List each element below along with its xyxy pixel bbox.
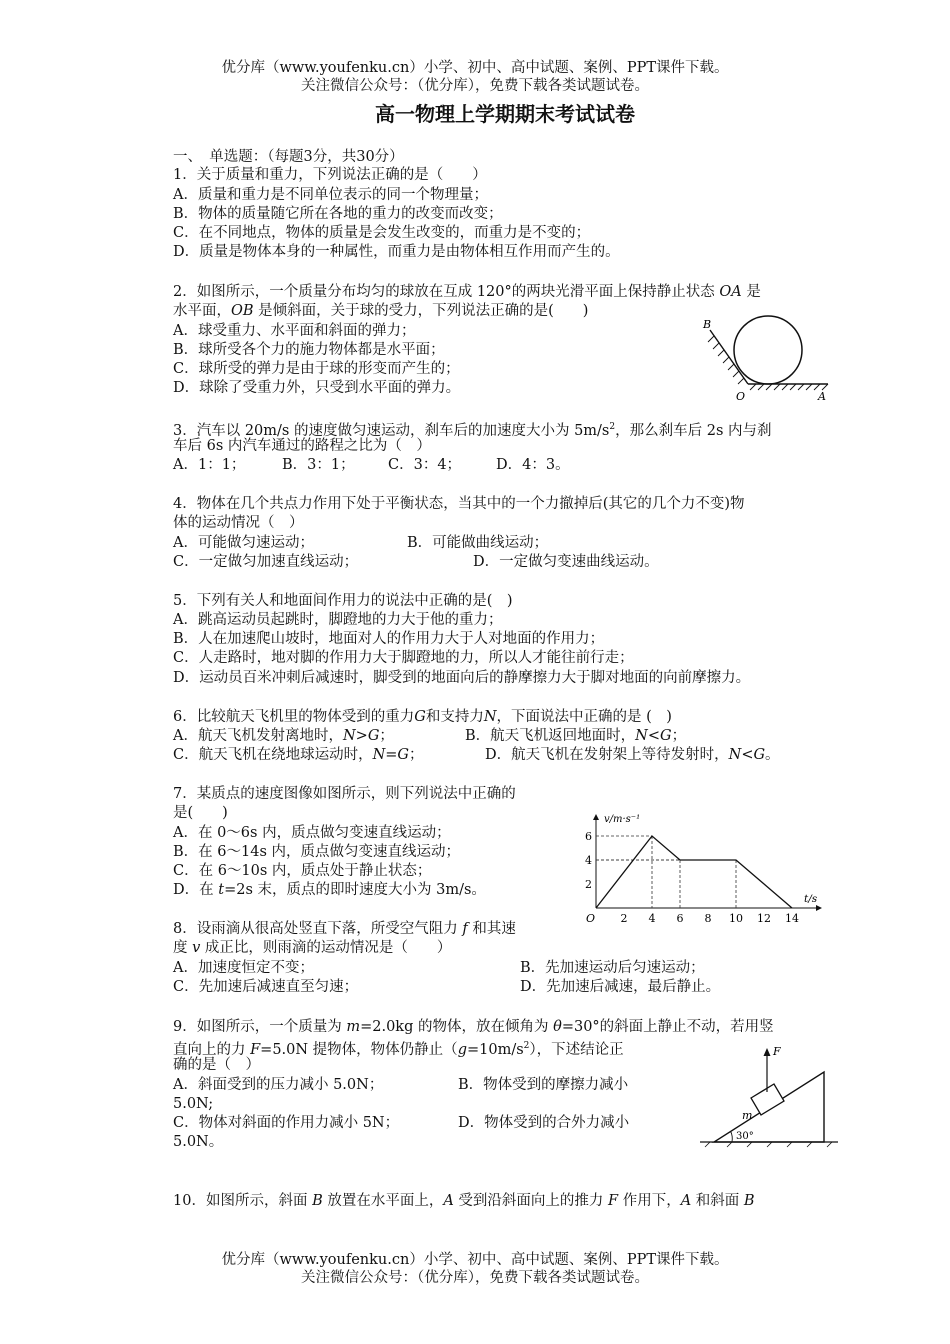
q3-option-d: D．4：3。 bbox=[496, 457, 570, 473]
figure-label-o: O bbox=[736, 390, 746, 403]
q10-stem-line-1: 10．如图所示，斜面 B 放置在水平面上，A 受到沿斜面向上的推力 F 作用下，A 和斜面 B bbox=[173, 1193, 755, 1209]
q6-option-b: B．航天飞机返回地面时，N<G； bbox=[465, 728, 687, 744]
q4-option-c: C．一定做匀加速直线运动； bbox=[173, 554, 359, 570]
section-heading: 一、 单选题：（每题3分，共30分） bbox=[173, 149, 404, 165]
q1-option-a: A．质量和重力是不同单位表示的同一个物理量； bbox=[173, 187, 488, 203]
q2-stem-line-1: 2．如图所示，一个质量分布均匀的球放在互成 120°的两块光滑平面上保持静止状态 OA 是 bbox=[173, 284, 761, 300]
q8-option-a: A．加速度恒定不变； bbox=[173, 960, 314, 976]
q3-stem-line-2: 车后 6s 内汽车通过的路程之比为（ ） bbox=[173, 438, 431, 454]
header-line-2: 关注微信公众号：（优分库），免费下载各类试题试卷。 bbox=[301, 78, 649, 94]
q5-option-b: B．人在加速爬山坡时，地面对人的作用力大于人对地面的作用力； bbox=[173, 631, 605, 647]
q9-option-c: C．物体对斜面的作用力减小 5N； bbox=[173, 1115, 400, 1131]
velocity-series-line bbox=[596, 836, 792, 908]
q9-option-d-continued: 5.0N。 bbox=[173, 1134, 224, 1150]
page-title: 高一物理上学期期末考试试卷 bbox=[375, 102, 635, 126]
x-tick-label: 2 bbox=[620, 912, 628, 925]
q3-option-c: C．3：4； bbox=[388, 457, 462, 473]
origin-label: O bbox=[586, 912, 596, 925]
q8-stem-line-2: 度 v 成正比，则雨滴的运动情况是（ ） bbox=[173, 940, 452, 956]
q6-option-c: C．航天飞机在绕地球运动时，N=G； bbox=[173, 747, 424, 763]
q3-stem-line-1: 3．汽车以 20m/s 的速度做匀速运动，刹车后的加速度大小为 $5m/s^2$，那么刹车后 2s 内与刹 bbox=[173, 422, 772, 439]
q5-option-a: A．跳高运动员起跳时，脚蹬地的力大于他的重力； bbox=[173, 612, 503, 628]
q2-option-a: A．球受重力、水平面和斜面的弹力； bbox=[173, 323, 416, 339]
q4-option-a: A．可能做匀速运动； bbox=[173, 535, 314, 551]
q2-option-b: B．球所受各个力的施力物体都是水平面； bbox=[173, 342, 445, 358]
q9-stem-line-3: 确的是（ ） bbox=[173, 1057, 260, 1073]
footer-line-2: 关注微信公众号：（优分库），免费下载各类试题试卷。 bbox=[301, 1270, 649, 1286]
q9-option-b: B．物体受到的摩擦力减小 bbox=[458, 1077, 629, 1093]
q8-option-c: C．先加速后减速直至匀速； bbox=[173, 979, 359, 995]
q9-option-a: A．斜面受到的压力减小 5.0N； bbox=[173, 1077, 384, 1093]
q3-option-a: A．1：1； bbox=[173, 457, 246, 473]
figure-label-b: B bbox=[703, 318, 712, 331]
q4-option-b: B．可能做曲线运动； bbox=[407, 535, 549, 551]
q7-option-c: C．在 6～10s 内，质点处于静止状态； bbox=[173, 863, 432, 879]
q4-stem-line-2: 体的运动情况（ ） bbox=[173, 515, 304, 531]
y-tick-label: 6 bbox=[585, 830, 592, 843]
q9-option-d: D．物体受到的合外力减小 bbox=[458, 1115, 630, 1131]
q2-stem-line-2: 水平面，OB 是倾斜面，关于球的受力，下列说法正确的是( ) bbox=[173, 303, 589, 319]
velocity-time-chart bbox=[584, 790, 824, 928]
q2-option-c: C．球所受的弹力是由于球的形变而产生的； bbox=[173, 361, 460, 377]
header-line-1: 优分库（www.youfenku.cn）小学、初中、高中试题、案例、PPT课件下载。 bbox=[221, 60, 729, 76]
q7-option-a: A．在 0～6s 内，质点做匀变速直线运动； bbox=[173, 825, 451, 841]
q9-stem-line-1: 9．如图所示，一个质量为 m=2.0kg 的物体，放在倾角为 θ=30°的斜面上静止不动，若用竖 bbox=[173, 1019, 774, 1035]
force-label-f: F bbox=[773, 1045, 781, 1058]
q6-option-d: D．航天飞机在发射架上等待发射时，N<G。 bbox=[485, 747, 780, 763]
footer-line-1: 优分库（www.youfenku.cn）小学、初中、高中试题、案例、PPT课件下载。 bbox=[221, 1252, 729, 1268]
x-axis-label: t/s bbox=[804, 893, 818, 905]
q8-option-d: D．先加速后减速，最后静止。 bbox=[520, 979, 721, 995]
q7-stem-line-1: 7．某质点的速度图像如图所示，则下列说法中正确的 bbox=[173, 786, 516, 802]
y-tick-label: 4 bbox=[585, 854, 592, 867]
angle-label: 30° bbox=[736, 1131, 754, 1142]
q4-option-d: D．一定做匀变速曲线运动。 bbox=[473, 554, 659, 570]
q8-stem-line-1: 8．设雨滴从很高处竖直下落，所受空气阻力 f 和其速 bbox=[173, 921, 516, 937]
q9-option-b-continued: 5.0N; bbox=[173, 1096, 214, 1112]
q7-option-b: B．在 6～14s 内，质点做匀变速直线运动； bbox=[173, 844, 460, 860]
x-tick-label: 4 bbox=[648, 912, 656, 925]
q6-stem: 6．比较航天飞机里的物体受到的重力G和支持力N，下面说法中正确的是 ( ) bbox=[173, 709, 672, 725]
x-tick-label: 8 bbox=[704, 912, 712, 925]
x-tick-label: 12 bbox=[757, 912, 771, 925]
y-axis-label: v/m·s⁻¹ bbox=[604, 814, 641, 825]
figure-label-a: A bbox=[818, 390, 826, 403]
q1-option-c: C．在不同地点，物体的质量是会发生改变的，而重力是不变的； bbox=[173, 225, 591, 241]
q5-stem: 5．下列有关人和地面间作用力的说法中正确的是( ) bbox=[173, 593, 513, 609]
q1-option-d: D．质量是物体本身的一种属性，而重力是由物体相互作用而产生的。 bbox=[173, 244, 620, 260]
x-tick-label: 6 bbox=[676, 912, 684, 925]
mass-label-m: m bbox=[742, 1109, 753, 1122]
q5-option-c: C．人走路时，地对脚的作用力大于脚蹬地的力，所以人才能往前行走； bbox=[173, 650, 634, 666]
ball-on-planes-figure bbox=[700, 312, 840, 404]
q7-stem-line-2: 是( ) bbox=[173, 805, 228, 821]
q6-option-a: A．航天飞机发射离地时，N>G； bbox=[173, 728, 394, 744]
q3-option-b: B．3：1； bbox=[282, 457, 355, 473]
q1-option-b: B．物体的质量随它所在各地的重力的改变而改变； bbox=[173, 206, 503, 222]
q4-stem-line-1: 4．物体在几个共点力作用下处于平衡状态，当其中的一个力撤掉后(其它的几个力不变)物 bbox=[173, 496, 745, 512]
q9-stem-line-2: 直向上的力 F=5.0N 提物体，物体仍静止$(g=10m/s^2)$，下述结论正 bbox=[173, 1041, 624, 1058]
q8-option-b: B．先加速运动后匀速运动； bbox=[520, 960, 705, 976]
q1-stem: 1．关于质量和重力，下列说法正确的是（ ） bbox=[173, 167, 487, 183]
x-tick-label: 14 bbox=[785, 912, 799, 925]
q2-option-d: D．球除了受重力外，只受到水平面的弹力。 bbox=[173, 380, 461, 396]
y-tick-label: 2 bbox=[585, 878, 592, 891]
q5-option-d: D．运动员百米冲刺后减速时，脚受到的地面向后的静摩擦力大于脚对地面的向前摩擦力。 bbox=[173, 670, 751, 686]
incline-block-figure bbox=[692, 1040, 842, 1148]
x-tick-label: 10 bbox=[729, 912, 743, 925]
q7-option-d: D．在 t=2s 末，质点的即时速度大小为 3m/s。 bbox=[173, 882, 486, 898]
